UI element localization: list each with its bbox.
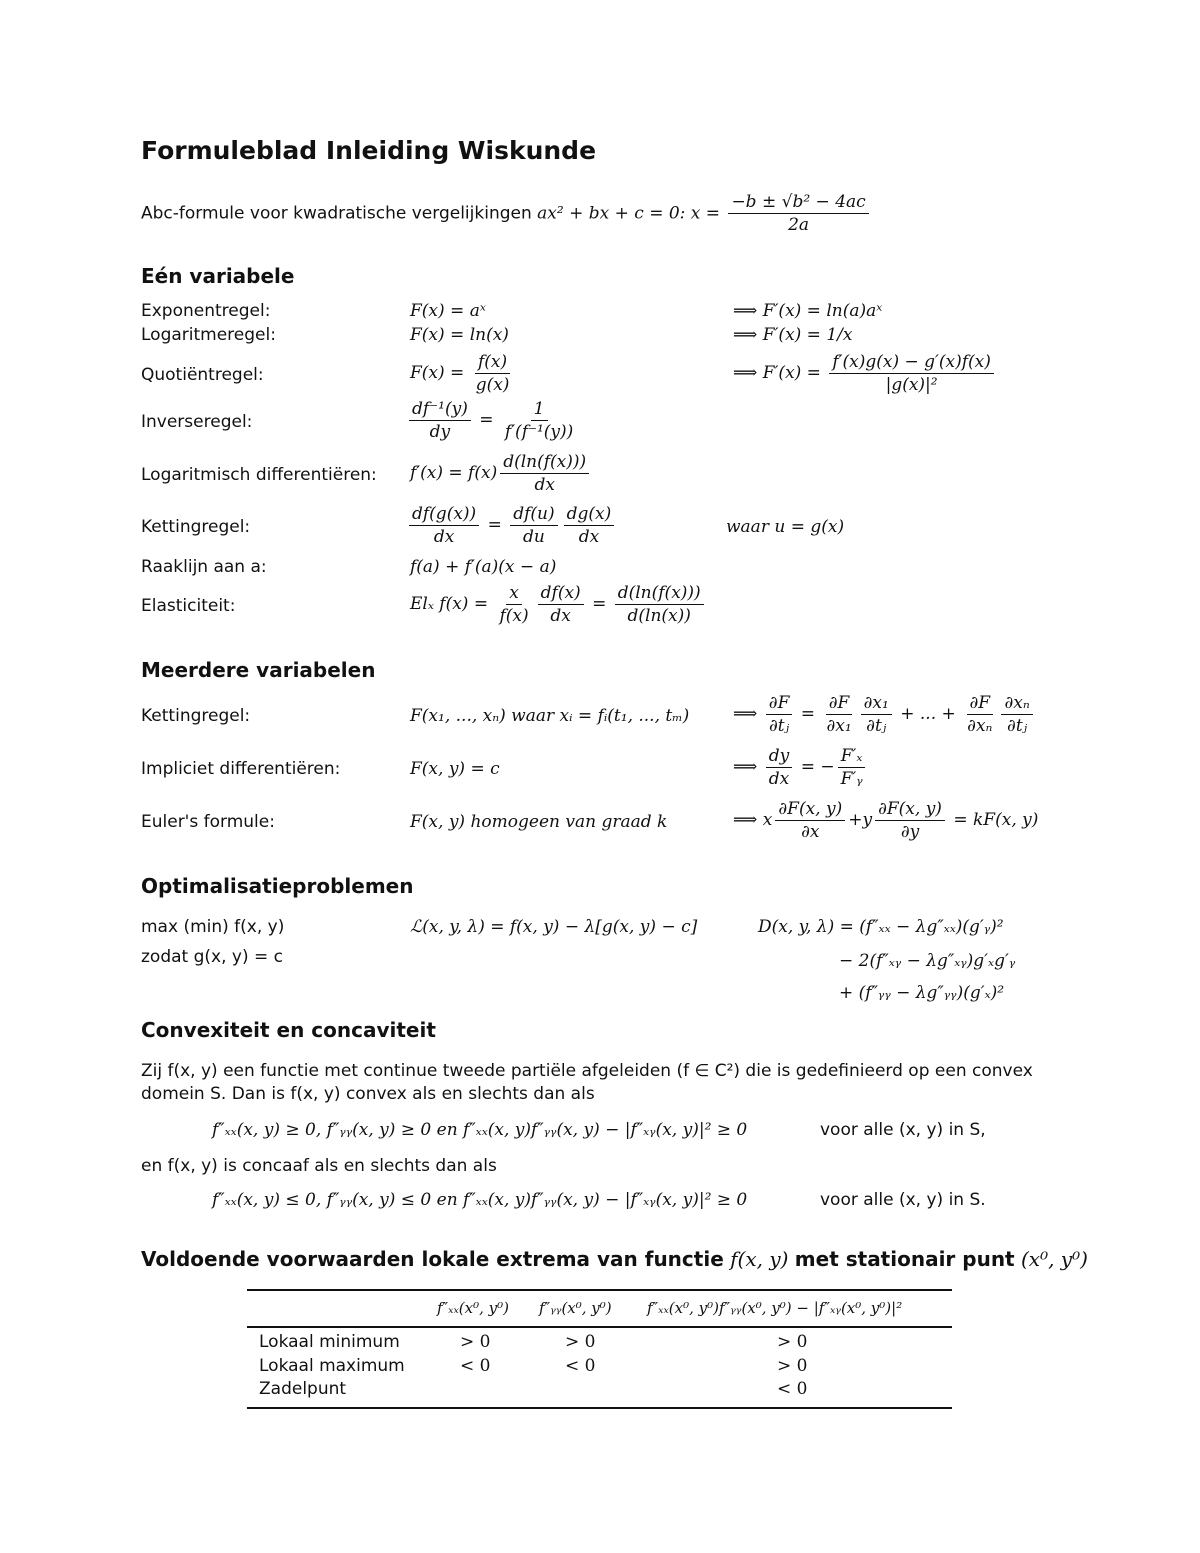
- equals: =: [592, 594, 607, 614]
- denominator: |g(x)|²: [885, 375, 938, 395]
- numerator: df⁻¹(y): [409, 399, 471, 421]
- row-formula: f(a) + f′(a)(x − a): [410, 557, 557, 577]
- section-heading-voldoende-voorwaarden: [141, 1247, 1088, 1271]
- numerator: 1: [531, 399, 548, 421]
- fraction: [409, 504, 479, 547]
- plus-y: +y: [848, 810, 873, 830]
- row-label: Exponentregel:: [141, 301, 271, 321]
- row-formula: [410, 352, 515, 395]
- abc-text: Abc-formule voor kwadratische vergelijkingen: [141, 203, 532, 224]
- row-note: waar u = g(x): [726, 517, 845, 537]
- table-row-label: Lokaal minimum: [259, 1332, 400, 1352]
- abc-numerator: −b ± √b² − 4ac: [728, 192, 868, 214]
- determinant-line-3: + (f″ᵧᵧ − λg″ᵧᵧ)(g′ₓ)²: [839, 983, 1005, 1003]
- fraction: [775, 799, 845, 842]
- row-formula: [410, 583, 707, 626]
- denominator: ∂tⱼ: [1007, 716, 1028, 736]
- numerator: df(g(x)): [409, 504, 479, 526]
- heading-part: Voldoende voorwaarden lokale extrema van functie: [141, 1247, 724, 1271]
- row-label: Inverseregel:: [141, 412, 253, 432]
- denominator: ∂x: [801, 822, 820, 842]
- table-cell: > 0: [777, 1332, 808, 1352]
- row-formula: [406, 399, 579, 442]
- section-heading-convexiteit: Convexiteit en concaviteit: [141, 1018, 436, 1042]
- paragraph-line: domein S. Dan is f(x, y) convex als en slechts dan als: [141, 1084, 595, 1104]
- numerator: ∂xₙ: [1001, 693, 1032, 715]
- row-result: [733, 352, 997, 395]
- equals: = −: [800, 757, 835, 777]
- fraction: [615, 583, 704, 626]
- denominator: ∂xₙ: [967, 716, 993, 736]
- numerator: f′(x)g(x) − g′(x)f(x): [829, 352, 994, 374]
- row-formula: F(x, y) homogeen van graad k: [410, 812, 668, 832]
- row-label: Logaritmisch differentiëren:: [141, 465, 377, 485]
- denominator: g(x): [475, 375, 510, 395]
- denominator: F′ᵧ: [840, 769, 863, 789]
- fraction: [766, 746, 793, 789]
- heading-part: met stationair punt: [794, 1247, 1015, 1271]
- row-label: Elasticiteit:: [141, 596, 236, 616]
- numerator: ∂F(x, y): [875, 799, 945, 821]
- fraction: [473, 352, 513, 395]
- row-label: Quotiëntregel:: [141, 365, 264, 385]
- heading-function: f(x, y): [730, 1247, 789, 1271]
- numerator: d(ln(f(x))): [500, 452, 589, 474]
- table-cell: < 0: [777, 1379, 808, 1399]
- page-title: Formuleblad Inleiding Wiskunde: [141, 136, 597, 165]
- table-row-label: Lokaal maximum: [259, 1356, 405, 1376]
- fraction: [502, 399, 576, 442]
- table-header: f″ₓₓ(x⁰, y⁰): [437, 1299, 510, 1317]
- determinant-line-2: − 2(f″ₓᵧ − λg″ₓᵧ)g′ₓg′ᵧ: [839, 951, 1016, 971]
- fraction: [838, 746, 866, 789]
- abc-fraction: [728, 192, 868, 235]
- table-cell: < 0: [460, 1356, 491, 1376]
- row-label: Kettingregel:: [141, 517, 251, 537]
- row-formula: F(x) = ln(x): [410, 325, 509, 345]
- row-formula: F(x) = aˣ: [410, 301, 486, 321]
- equals: =: [479, 410, 494, 430]
- heading-point: (x⁰, y⁰): [1020, 1247, 1088, 1271]
- numerator: df(u): [510, 504, 557, 526]
- table-top-rule: [247, 1289, 952, 1291]
- abc-denominator: 2a: [788, 215, 810, 235]
- plus-ellipsis: + ... +: [900, 704, 956, 724]
- fraction: [829, 352, 994, 395]
- table-cell: > 0: [460, 1332, 491, 1352]
- row-label: Kettingregel:: [141, 706, 251, 726]
- denominator: dx: [578, 527, 600, 547]
- concave-condition-tail: voor alle (x, y) in S.: [820, 1190, 986, 1210]
- table-row-label: Zadelpunt: [259, 1379, 347, 1399]
- paragraph-line: en f(x, y) is concaaf als en slechts dan als: [141, 1156, 497, 1176]
- table-bottom-rule: [247, 1407, 952, 1409]
- numerator: ∂F(x, y): [775, 799, 845, 821]
- implies-arrow: ⟹: [733, 757, 758, 777]
- numerator: ∂x₁: [861, 693, 892, 715]
- denominator: ∂x₁: [826, 716, 852, 736]
- factor-x: x: [762, 810, 773, 830]
- section-heading-een-variabele: Eén variabele: [141, 264, 295, 288]
- row-result: ⟹ F′(x) = 1/x: [733, 325, 853, 345]
- convex-condition-tail: voor alle (x, y) in S,: [820, 1120, 986, 1140]
- table-header: f″ₓₓ(x⁰, y⁰)f″ᵧᵧ(x⁰, y⁰) − |f″ₓᵧ(x⁰, y⁰)|²: [647, 1299, 903, 1317]
- denominator: ∂y: [900, 822, 920, 842]
- formula-prefix: F(x) =: [410, 363, 465, 383]
- fraction: [861, 693, 892, 736]
- numerator: ∂F: [826, 693, 853, 715]
- fraction: [409, 399, 471, 442]
- numerator: dg(x): [564, 504, 615, 526]
- fraction: [510, 504, 557, 547]
- row-formula: F(x₁, ..., xₙ) waar xᵢ = fᵢ(t₁, ..., tₘ): [410, 706, 690, 726]
- denominator: dx: [550, 606, 571, 626]
- fraction: [564, 504, 615, 547]
- table-cell: < 0: [565, 1356, 596, 1376]
- denominator: f(x): [499, 606, 529, 626]
- section-heading-meerdere-variabelen: Meerdere variabelen: [141, 658, 376, 682]
- formula-prefix: Elₓ f(x) =: [410, 594, 489, 614]
- convex-condition: f″ₓₓ(x, y) ≥ 0, f″ᵧᵧ(x, y) ≥ 0 en f″ₓₓ(x, y)f″ᵧᵧ(x, y) − |f″ₓᵧ(x, y)|² ≥ 0: [212, 1120, 748, 1140]
- row-result: [733, 799, 1038, 842]
- row-label: Raaklijn aan a:: [141, 557, 267, 577]
- numerator: d(ln(f(x))): [615, 583, 704, 605]
- denominator: dx: [768, 769, 790, 789]
- fraction: [538, 583, 584, 626]
- problem-line-2: zodat g(x, y) = c: [141, 947, 283, 967]
- extrema-table: [247, 1289, 952, 1411]
- numerator: dy: [766, 746, 793, 768]
- numerator: f(x): [475, 352, 510, 374]
- denominator: d(ln(x)): [627, 606, 691, 626]
- fraction: [1001, 693, 1032, 736]
- fraction: [766, 693, 793, 736]
- problem-line-1: max (min) f(x, y): [141, 917, 285, 937]
- numerator: ∂F: [766, 693, 793, 715]
- denominator: ∂tⱼ: [769, 716, 790, 736]
- fraction: [964, 693, 995, 736]
- row-formula: [406, 504, 617, 547]
- row-formula: F(x, y) = c: [410, 759, 500, 779]
- denominator: ∂tⱼ: [866, 716, 887, 736]
- concave-condition: f″ₓₓ(x, y) ≤ 0, f″ᵧᵧ(x, y) ≤ 0 en f″ₓₓ(x, y)f″ᵧᵧ(x, y) − |f″ₓᵧ(x, y)|² ≥ 0: [212, 1190, 748, 1210]
- equals: =: [487, 515, 502, 535]
- denominator: dy: [429, 422, 451, 442]
- fraction: [875, 799, 945, 842]
- row-label: Euler's formule:: [141, 812, 275, 832]
- denominator: dx: [433, 527, 455, 547]
- determinant-line-1: D(x, y, λ) = (f″ₓₓ − λg″ₓₓ)(g′ᵧ)²: [758, 917, 1004, 937]
- equals: =: [800, 704, 816, 724]
- formula-prefix: f′(x) = f(x): [410, 463, 498, 483]
- fraction: [500, 452, 589, 495]
- table-header-rule: [247, 1326, 952, 1328]
- fraction: [496, 583, 531, 626]
- fraction: [823, 693, 854, 736]
- lagrangian: ℒ(x, y, λ) = f(x, y) − λ[g(x, y) − c]: [410, 917, 698, 937]
- result-tail: = kF(x, y): [953, 810, 1039, 830]
- table-cell: > 0: [565, 1332, 596, 1352]
- row-label: Logaritmeregel:: [141, 325, 276, 345]
- implies-arrow: ⟹: [733, 810, 758, 830]
- denominator: f′(f⁻¹(y)): [504, 422, 574, 442]
- row-result: [733, 746, 869, 789]
- result-prefix: ⟹ F′(x) =: [733, 363, 821, 383]
- table-cell: > 0: [777, 1356, 808, 1376]
- abc-equation: ax² + bx + c = 0: x =: [537, 203, 721, 224]
- denominator: dx: [534, 475, 555, 495]
- row-label: Impliciet differentiëren:: [141, 759, 341, 779]
- abc-formula: [141, 192, 872, 235]
- row-result: [733, 693, 1036, 736]
- table-header: f″ᵧᵧ(x⁰, y⁰): [539, 1299, 612, 1317]
- implies-arrow: ⟹: [733, 704, 758, 724]
- numerator: ∂F: [967, 693, 994, 715]
- row-formula: [410, 452, 592, 495]
- numerator: x: [506, 583, 522, 605]
- denominator: du: [523, 527, 545, 547]
- numerator: F′ₓ: [838, 746, 866, 768]
- section-heading-optimalisatieproblemen: Optimalisatieproblemen: [141, 874, 414, 898]
- row-result: ⟹ F′(x) = ln(a)aˣ: [733, 301, 883, 321]
- paragraph-line: Zij f(x, y) een functie met continue tweede partiële afgeleiden (f ∈ C²) die is gedefinieerd op een convex: [141, 1061, 1033, 1081]
- numerator: df(x): [538, 583, 584, 605]
